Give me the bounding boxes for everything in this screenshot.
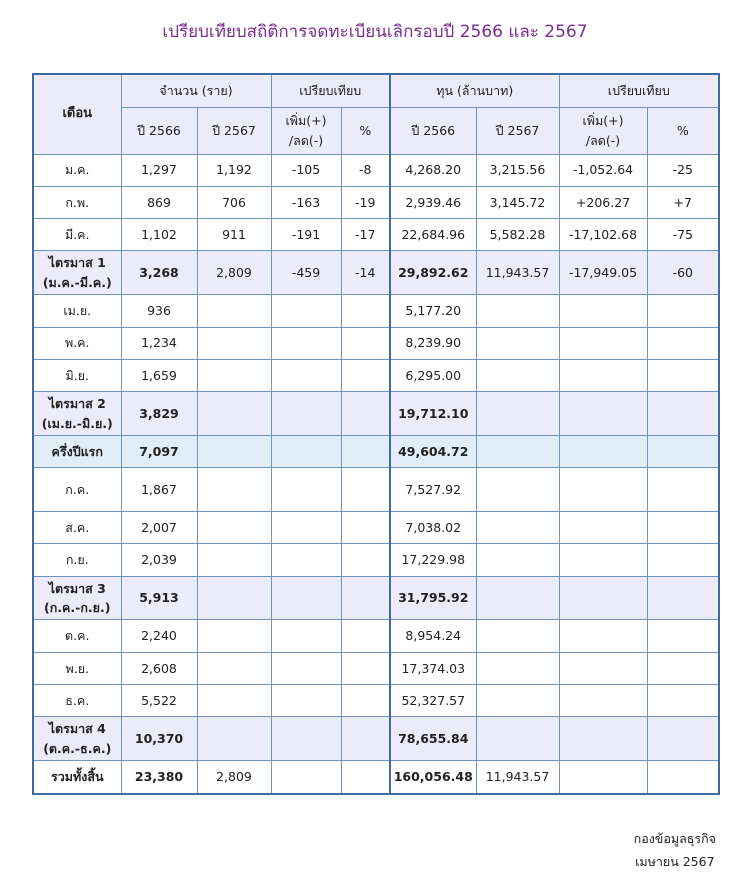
capital-2567-cell: 3,215.56 xyxy=(476,154,559,186)
change-line1: เพิ่ม(+) xyxy=(582,113,624,129)
capital-percent-cell: -75 xyxy=(647,219,719,251)
count-percent-cell xyxy=(341,576,390,620)
header-row-2 xyxy=(33,107,719,154)
capital-2566-cell: 4,268.20 xyxy=(390,154,476,186)
change-line2: /ลด(-) xyxy=(585,132,621,148)
row-label-line: มิ.ย. xyxy=(65,367,89,383)
capital-2566-header: ปี 2566 xyxy=(390,107,476,154)
capital-2566-cell: 31,795.92 xyxy=(390,576,476,620)
count-percent-cell: -14 xyxy=(341,251,390,295)
row-label-line: เม.ย. xyxy=(63,303,92,319)
capital-2566-cell: 17,374.03 xyxy=(390,652,476,684)
count-2567-cell xyxy=(197,468,271,512)
count-percent-cell xyxy=(341,511,390,543)
row-label-line: (เม.ย.-มิ.ย.) xyxy=(41,415,113,431)
table-row xyxy=(33,511,719,543)
quarter-row xyxy=(33,251,719,295)
row-label xyxy=(33,761,121,794)
table-row xyxy=(33,652,719,684)
count-2566-cell: 5,913 xyxy=(121,576,197,620)
row-label-line: ก.ค. xyxy=(65,481,90,497)
footer-date: เมษายน 2567 xyxy=(635,853,715,869)
count-percent-cell: -8 xyxy=(341,154,390,186)
capital-2566-cell: 7,038.02 xyxy=(390,511,476,543)
count-2567-cell xyxy=(197,652,271,684)
count-2567-cell xyxy=(197,544,271,576)
count-2567-cell: 706 xyxy=(197,186,271,218)
count-2566-cell: 936 xyxy=(121,295,197,327)
capital-2567-header: ปี 2567 xyxy=(476,107,559,154)
capital-percent-cell xyxy=(647,761,719,794)
statistics-table xyxy=(32,73,720,795)
row-label xyxy=(33,186,121,218)
count-2566-cell: 2,240 xyxy=(121,620,197,652)
count-2567-cell xyxy=(197,685,271,717)
row-label-line: พ.ค. xyxy=(64,335,90,351)
count-change-cell xyxy=(271,576,341,620)
row-label-line: ไตรมาส 1 xyxy=(48,255,106,271)
capital-2566-cell: 8,239.90 xyxy=(390,327,476,359)
row-label xyxy=(33,327,121,359)
count-change-cell xyxy=(271,544,341,576)
capital-percent-cell xyxy=(647,717,719,761)
count-2566-cell: 2,608 xyxy=(121,652,197,684)
capital-2566-cell: 160,056.48 xyxy=(390,761,476,794)
footer xyxy=(634,828,716,873)
count-2567-cell: 911 xyxy=(197,219,271,251)
count-percent-cell xyxy=(341,468,390,512)
count-2567-cell xyxy=(197,435,271,467)
capital-percent-header: % xyxy=(647,107,719,154)
count-change-cell xyxy=(271,327,341,359)
capital-change-cell xyxy=(559,761,647,794)
quarter-row xyxy=(33,392,719,436)
capital-percent-cell xyxy=(647,620,719,652)
row-label xyxy=(33,435,121,467)
count-percent-cell xyxy=(341,392,390,436)
count-change-header xyxy=(271,107,341,154)
count-change-cell xyxy=(271,359,341,391)
table-row xyxy=(33,186,719,218)
row-label-line: ไตรมาส 2 xyxy=(48,396,106,412)
row-label xyxy=(33,652,121,684)
row-label-line: ไตรมาส 4 xyxy=(48,721,106,737)
row-label xyxy=(33,620,121,652)
count-change-cell: -105 xyxy=(271,154,341,186)
count-2566-cell: 1,102 xyxy=(121,219,197,251)
count-change-cell xyxy=(271,717,341,761)
table-row xyxy=(33,295,719,327)
capital-2567-cell: 3,145.72 xyxy=(476,186,559,218)
quarter-row xyxy=(33,576,719,620)
count-percent-cell xyxy=(341,435,390,467)
capital-change-cell xyxy=(559,544,647,576)
capital-change-cell: -1,052.64 xyxy=(559,154,647,186)
count-2566-cell: 1,234 xyxy=(121,327,197,359)
row-label-line: มี.ค. xyxy=(64,227,90,243)
count-percent-cell xyxy=(341,359,390,391)
capital-percent-cell xyxy=(647,511,719,543)
count-percent-cell xyxy=(341,544,390,576)
capital-percent-cell xyxy=(647,685,719,717)
row-label xyxy=(33,295,121,327)
capital-change-header xyxy=(559,107,647,154)
capital-change-cell xyxy=(559,685,647,717)
capital-change-cell xyxy=(559,295,647,327)
row-label-line: ต.ค. xyxy=(65,628,90,644)
count-percent-cell xyxy=(341,620,390,652)
table-row xyxy=(33,219,719,251)
capital-2567-cell xyxy=(476,717,559,761)
capital-2567-cell xyxy=(476,392,559,436)
count-2567-cell: 2,809 xyxy=(197,761,271,794)
change-line2: /ลด(-) xyxy=(288,132,324,148)
row-label xyxy=(33,511,121,543)
capital-2566-cell: 22,684.96 xyxy=(390,219,476,251)
row-label xyxy=(33,685,121,717)
count-change-cell xyxy=(271,652,341,684)
capital-2567-cell xyxy=(476,576,559,620)
capital-percent-cell xyxy=(647,652,719,684)
capital-2567-cell: 11,943.57 xyxy=(476,761,559,794)
capital-2567-cell xyxy=(476,468,559,512)
capital-2566-cell: 2,939.46 xyxy=(390,186,476,218)
count-2566-cell: 7,097 xyxy=(121,435,197,467)
count-2567-cell xyxy=(197,392,271,436)
month-header: เดือน xyxy=(33,74,121,154)
count-2567-cell: 1,192 xyxy=(197,154,271,186)
count-2566-header: ปี 2566 xyxy=(121,107,197,154)
count-percent-cell xyxy=(341,327,390,359)
row-label-line: (ม.ค.-มี.ค.) xyxy=(42,274,112,290)
count-percent-cell xyxy=(341,652,390,684)
footer-department: กองข้อมูลธุรกิจ xyxy=(633,831,716,846)
quarter-row xyxy=(33,717,719,761)
row-label-line: ก.ย. xyxy=(65,552,89,568)
row-label xyxy=(33,717,121,761)
capital-2567-cell xyxy=(476,435,559,467)
capital-percent-cell xyxy=(647,576,719,620)
capital-2567-cell: 5,582.28 xyxy=(476,219,559,251)
capital-2566-cell: 5,177.20 xyxy=(390,295,476,327)
count-change-cell xyxy=(271,392,341,436)
header-row-1 xyxy=(33,74,719,107)
capital-2566-cell: 6,295.00 xyxy=(390,359,476,391)
capital-percent-cell xyxy=(647,468,719,512)
capital-2566-cell: 7,527.92 xyxy=(390,468,476,512)
count-change-cell: -459 xyxy=(271,251,341,295)
capital-change-cell: -17,102.68 xyxy=(559,219,647,251)
row-label xyxy=(33,544,121,576)
capital-percent-cell xyxy=(647,295,719,327)
capital-percent-cell xyxy=(647,392,719,436)
count-2566-cell: 2,039 xyxy=(121,544,197,576)
table-body xyxy=(33,154,719,794)
count-2566-cell: 1,297 xyxy=(121,154,197,186)
capital-change-cell xyxy=(559,327,647,359)
count-change-cell xyxy=(271,511,341,543)
table-row xyxy=(33,468,719,512)
total-row xyxy=(33,761,719,794)
capital-percent-cell xyxy=(647,544,719,576)
count-2567-cell xyxy=(197,511,271,543)
row-label-line: ครึ่งปีแรก xyxy=(51,443,103,459)
row-label-line: ก.พ. xyxy=(65,194,90,210)
table-row xyxy=(33,620,719,652)
count-2567-cell xyxy=(197,359,271,391)
count-change-cell xyxy=(271,620,341,652)
count-percent-cell: -17 xyxy=(341,219,390,251)
row-label xyxy=(33,154,121,186)
capital-percent-cell: -25 xyxy=(647,154,719,186)
capital-2566-cell: 78,655.84 xyxy=(390,717,476,761)
capital-group-header: ทุน (ล้านบาท) xyxy=(390,74,559,107)
table-row xyxy=(33,685,719,717)
count-percent-cell xyxy=(341,717,390,761)
row-label xyxy=(33,392,121,436)
capital-percent-cell xyxy=(647,435,719,467)
capital-2566-cell: 17,229.98 xyxy=(390,544,476,576)
count-group-header: จำนวน (ราย) xyxy=(121,74,271,107)
count-change-cell xyxy=(271,295,341,327)
count-compare-header: เปรียบเทียบ xyxy=(271,74,390,107)
capital-2567-cell xyxy=(476,511,559,543)
row-label-line: ไตรมาส 3 xyxy=(48,580,106,596)
change-line1: เพิ่ม(+) xyxy=(285,113,327,129)
count-2566-cell: 1,659 xyxy=(121,359,197,391)
capital-change-cell: -17,949.05 xyxy=(559,251,647,295)
row-label xyxy=(33,468,121,512)
count-percent-header: % xyxy=(341,107,390,154)
capital-change-cell xyxy=(559,620,647,652)
capital-percent-cell: +7 xyxy=(647,186,719,218)
capital-2566-cell: 52,327.57 xyxy=(390,685,476,717)
capital-2567-cell xyxy=(476,685,559,717)
row-label-line: ส.ค. xyxy=(65,519,90,535)
half-row xyxy=(33,435,719,467)
capital-change-cell xyxy=(559,468,647,512)
count-2566-cell: 10,370 xyxy=(121,717,197,761)
page-title: เปรียบเทียบสถิติการจดทะเบียนเลิกรอบปี 2566 และ 2567 xyxy=(162,22,588,42)
count-2567-cell xyxy=(197,717,271,761)
count-percent-cell xyxy=(341,295,390,327)
row-label-line: รวมทั้งสิ้น xyxy=(51,769,104,785)
count-2567-cell xyxy=(197,620,271,652)
count-2566-cell: 869 xyxy=(121,186,197,218)
table-row xyxy=(33,359,719,391)
count-2566-cell: 3,829 xyxy=(121,392,197,436)
row-label-line: ธ.ค. xyxy=(65,692,90,708)
count-change-cell xyxy=(271,468,341,512)
count-change-cell: -163 xyxy=(271,186,341,218)
capital-2566-cell: 8,954.24 xyxy=(390,620,476,652)
capital-2567-cell xyxy=(476,295,559,327)
count-change-cell xyxy=(271,761,341,794)
count-2566-cell: 3,268 xyxy=(121,251,197,295)
count-2566-cell: 5,522 xyxy=(121,685,197,717)
row-label xyxy=(33,576,121,620)
capital-compare-header: เปรียบเทียบ xyxy=(559,74,719,107)
count-percent-cell: -19 xyxy=(341,186,390,218)
count-change-cell xyxy=(271,435,341,467)
capital-percent-cell xyxy=(647,327,719,359)
table-row xyxy=(33,154,719,186)
count-2567-cell xyxy=(197,576,271,620)
capital-change-cell xyxy=(559,435,647,467)
row-label xyxy=(33,251,121,295)
row-label-line: พ.ย. xyxy=(65,660,89,676)
capital-2566-cell: 49,604.72 xyxy=(390,435,476,467)
capital-change-cell xyxy=(559,717,647,761)
capital-2567-cell: 11,943.57 xyxy=(476,251,559,295)
count-2567-header: ปี 2567 xyxy=(197,107,271,154)
count-percent-cell xyxy=(341,685,390,717)
capital-change-cell xyxy=(559,392,647,436)
row-label-line: (ก.ค.-ก.ย.) xyxy=(44,599,111,615)
row-label-line: (ต.ค.-ธ.ค.) xyxy=(43,740,112,756)
capital-2567-cell xyxy=(476,620,559,652)
capital-2566-cell: 29,892.62 xyxy=(390,251,476,295)
capital-change-cell xyxy=(559,652,647,684)
row-label xyxy=(33,359,121,391)
capital-percent-cell: -60 xyxy=(647,251,719,295)
table-row xyxy=(33,544,719,576)
count-2566-cell: 23,380 xyxy=(121,761,197,794)
capital-2567-cell xyxy=(476,327,559,359)
capital-2567-cell xyxy=(476,359,559,391)
count-percent-cell xyxy=(341,761,390,794)
count-2567-cell xyxy=(197,327,271,359)
table-row xyxy=(33,327,719,359)
row-label xyxy=(33,219,121,251)
capital-change-cell: +206.27 xyxy=(559,186,647,218)
capital-2566-cell: 19,712.10 xyxy=(390,392,476,436)
capital-change-cell xyxy=(559,359,647,391)
count-change-cell xyxy=(271,685,341,717)
capital-2567-cell xyxy=(476,652,559,684)
capital-change-cell xyxy=(559,576,647,620)
count-2566-cell: 1,867 xyxy=(121,468,197,512)
count-change-cell: -191 xyxy=(271,219,341,251)
count-2567-cell: 2,809 xyxy=(197,251,271,295)
capital-percent-cell xyxy=(647,359,719,391)
count-2566-cell: 2,007 xyxy=(121,511,197,543)
row-label-line: ม.ค. xyxy=(64,162,90,178)
count-2567-cell xyxy=(197,295,271,327)
capital-change-cell xyxy=(559,511,647,543)
capital-2567-cell xyxy=(476,544,559,576)
